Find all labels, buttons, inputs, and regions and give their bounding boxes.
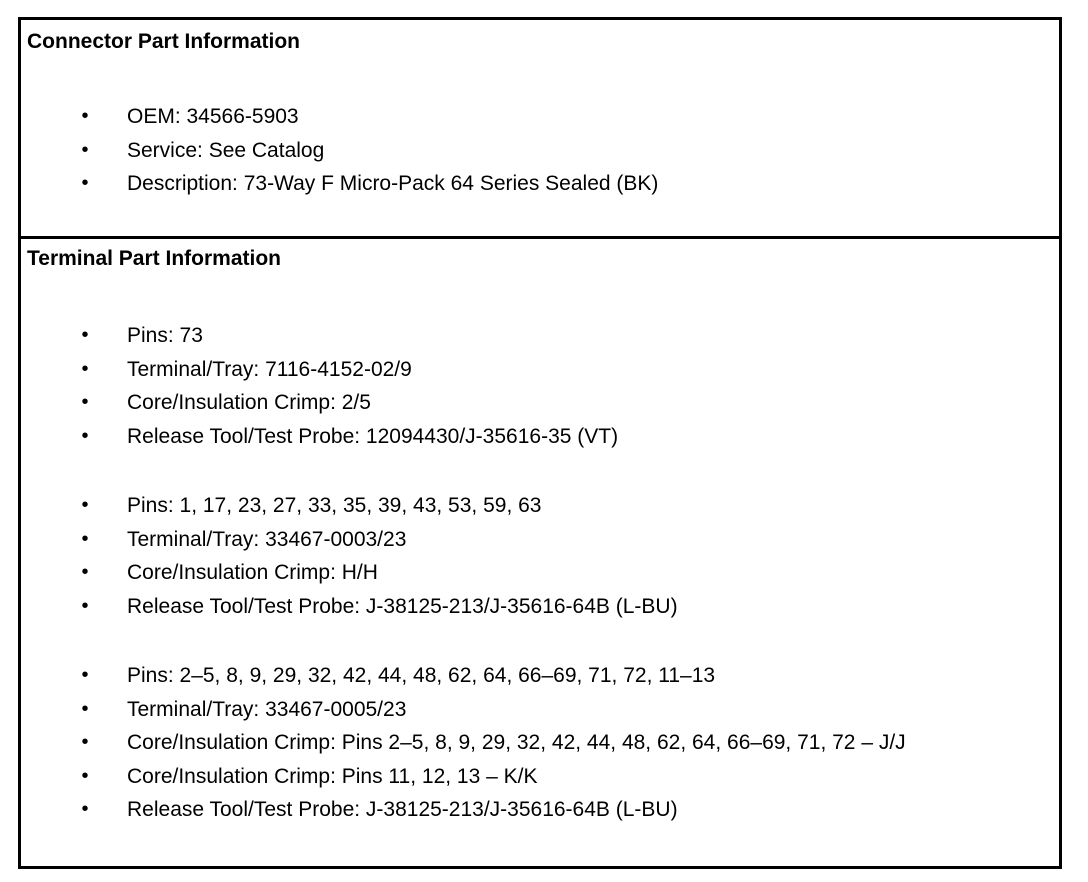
connector-service: Service: See Catalog [127,138,325,162]
terminal-tray: Terminal/Tray: 7116-4152-02/9 [127,357,412,381]
terminal-section [21,239,1059,863]
bullet-icon: • [81,731,89,753]
bullet-icon: • [81,527,89,550]
bullet-icon: • [81,494,89,516]
bullet-icon: • [81,172,89,194]
terminal-release-tool: Release Tool/Test Probe: J-38125-213/J-35616-64B (L-BU) [127,798,678,821]
connector-section [21,20,1059,239]
terminal-pins: Pins: 2–5, 8, 9, 29, 32, 42, 44, 48, 62, 64, 66–69, 71, 72, 11–13 [127,664,716,687]
bullet-icon: • [81,424,89,447]
terminal-release-tool: Release Tool/Test Probe: 12094430/J-35616-35 (VT) [127,424,619,448]
info-table [18,17,1062,869]
terminal-crimp: Core/Insulation Crimp: 2/5 [127,391,371,414]
bullet-icon: • [81,664,89,686]
bullet-icon: • [81,357,89,380]
bullet-icon: • [81,697,89,720]
terminal-crimp: Core/Insulation Crimp: H/H [127,561,378,584]
bullet-icon: • [81,798,89,820]
connector-section-title: Connector Part Information [27,30,301,53]
bullet-icon: • [81,764,89,787]
terminal-release-tool: Release Tool/Test Probe: J-38125-213/J-35616-64B (L-BU) [127,594,678,618]
bullet-icon: • [81,391,89,413]
bullet-icon: • [81,138,89,161]
terminal-crimp: Core/Insulation Crimp: Pins 2–5, 8, 9, 29, 32, 42, 44, 48, 62, 64, 66–69, 71, 72 – J/J [127,731,906,754]
terminal-tray: Terminal/Tray: 33467-0005/23 [127,697,407,721]
terminal-pins: Pins: 1, 17, 23, 27, 33, 35, 39, 43, 53, 59, 63 [127,494,542,517]
terminal-crimp: Core/Insulation Crimp: Pins 11, 12, 13 – K/K [127,764,538,788]
bullet-icon: • [81,105,89,127]
terminal-pins: Pins: 73 [127,324,203,347]
connector-oem: OEM: 34566-5903 [127,105,299,128]
terminal-tray: Terminal/Tray: 33467-0003/23 [127,527,407,551]
connector-description: Description: 73-Way F Micro-Pack 64 Series Sealed (BK) [127,172,659,195]
terminal-section-title: Terminal Part Information [27,247,281,270]
bullet-icon: • [81,594,89,617]
bullet-icon: • [81,561,89,583]
bullet-icon: • [81,324,89,346]
